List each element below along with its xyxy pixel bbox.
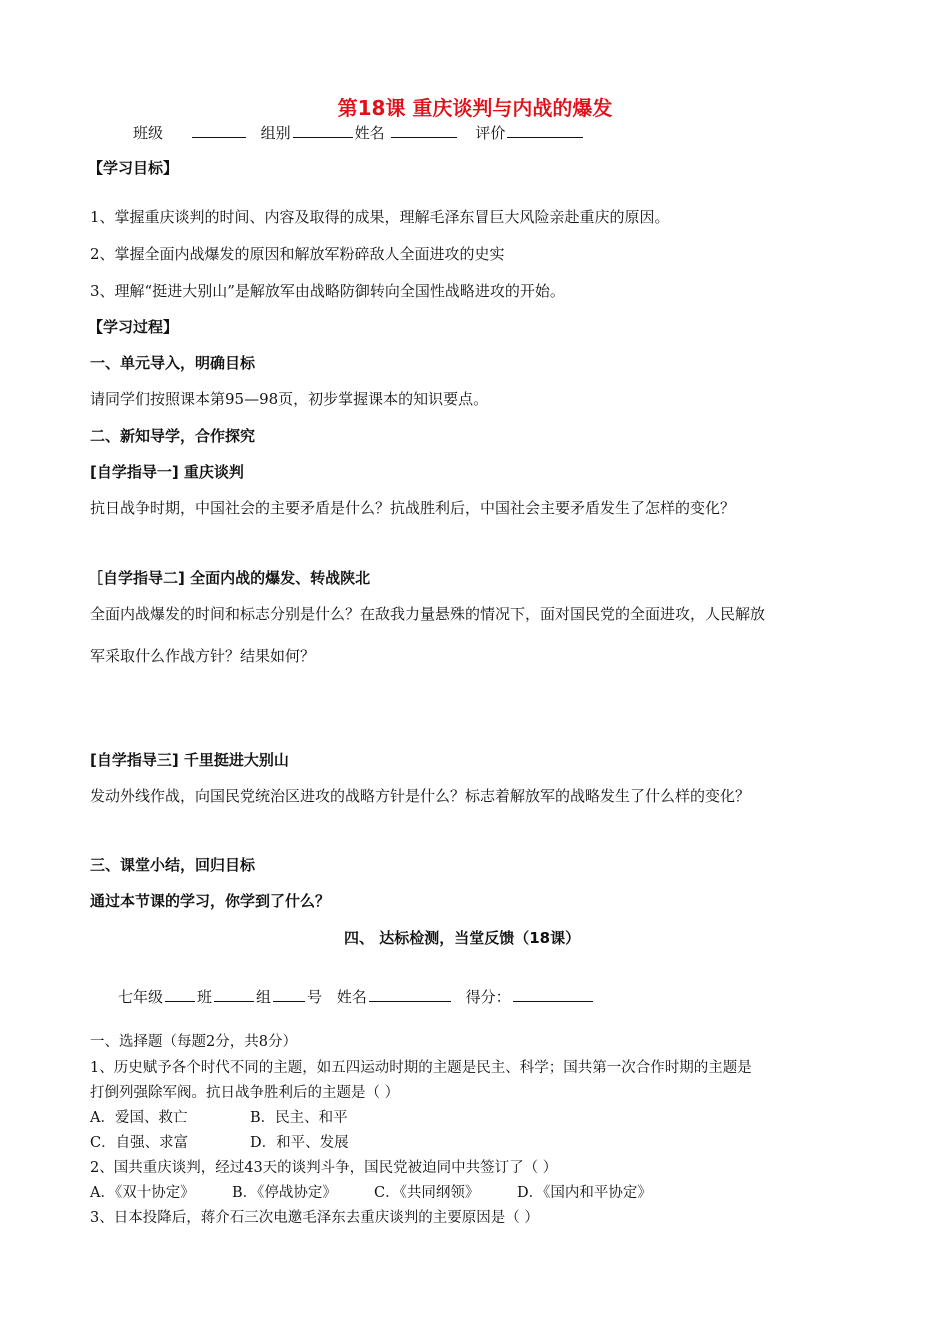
guide-1-heading: [自学指导一] 重庆谈判 [90,463,244,481]
question-2-option-d[interactable]: D．《国内和平协定》 [517,1185,652,1201]
group-blank[interactable] [293,122,353,138]
evaluation-blank[interactable] [507,122,583,138]
question-2-option-a[interactable]: A．《双十协定》 [90,1185,195,1201]
goal-item-1: 1、掌握重庆谈判的时间、内容及取得的成果，理解毛泽东冒巨大风险亲赴重庆的原因。 [90,208,670,226]
section-1-text: 请同学们按照课本第95—98页，初步掌握课本的知识要点。 [90,390,489,408]
guide-1-question: 抗日战争时期，中国社会的主要矛盾是什么？抗战胜利后，中国社会主要矛盾发生了怎样的变化？ [90,499,736,517]
test-name-label: 姓名 [336,988,367,1006]
question-1-option-d[interactable]: D．和平、发展 [250,1135,349,1151]
group-number-blank[interactable] [214,986,254,1002]
guide-3-heading: [自学指导三] 千里挺进大别山 [90,751,289,769]
test-class-label: 班 [197,988,213,1006]
question-2-option-c[interactable]: C．《共同纲领》 [374,1185,480,1201]
question-1-option-b[interactable]: B．民主、和平 [250,1110,348,1126]
test-info-line [118,986,595,1007]
question-1-line-1: 1、历史赋予各个时代不同的主题，如五四运动时期的主题是民主、科学；国共第一次合作时期的主题是 [90,1060,752,1076]
section-3-text: 通过本节课的学习，你学到了什么？ [90,892,331,910]
question-3-text: 3、日本投降后，蒋介石三次电邀毛泽东去重庆谈判的主要原因是（ ） [90,1210,539,1226]
name-label: 姓名 [354,124,385,142]
question-1-line-2: 打倒列强除军阀。抗日战争胜利后的主题是（ ） [90,1085,400,1101]
guide-2-question-line-2: 军采取什么作战方针？结果如何？ [90,647,316,665]
grade-label: 七年级 [118,988,164,1006]
score-blank[interactable] [513,986,593,1002]
seat-number-blank[interactable] [273,986,305,1002]
class-blank[interactable] [192,122,246,138]
question-1-option-a[interactable]: A．爱国、救亡 [90,1110,188,1126]
section-1-heading: 一、单元导入，明确目标 [90,354,256,372]
test-group-label: 组 [256,988,272,1006]
name-blank[interactable] [391,122,457,138]
number-label: 号 [307,988,323,1006]
process-heading: 【学习过程】 [88,318,179,336]
test-name-blank[interactable] [369,986,451,1002]
section-4-heading: 四、 达标检测，当堂反馈（18课） [344,929,581,947]
evaluation-label: 评价 [475,124,506,142]
section-3-heading: 三、课堂小结，回归目标 [90,856,256,874]
goal-item-3: 3、理解“挺进大别山”是解放军由战略防御转向全国性战略进攻的开始。 [90,282,565,300]
question-1-option-c[interactable]: C．自强、求富 [90,1135,189,1151]
class-number-blank[interactable] [165,986,195,1002]
question-2-text: 2、国共重庆谈判，经过43天的谈判斗争，国民党被迫同中共签订了（ ） [90,1160,558,1176]
section-2-heading: 二、新知导学，合作探究 [90,427,256,445]
guide-3-question: 发动外线作战，向国民党统治区进攻的战略方针是什么？标志着解放军的战略发生了什么样的变化？ [90,787,751,805]
score-label: 得分： [465,988,511,1006]
goal-item-2: 2、掌握全面内战爆发的原因和解放军粉碎敌人全面进攻的史实 [90,245,505,263]
group-label: 组别 [260,124,291,142]
page-title: 第18课 重庆谈判与内战的爆发 [337,96,613,120]
question-2-option-b[interactable]: B．《停战协定》 [232,1185,337,1201]
guide-2-heading: ［自学指导二] 全面内战的爆发、转战陕北 [88,569,371,587]
choice-heading: 一、选择题（每题2分，共8分） [90,1034,297,1050]
class-label: 班级 [133,124,164,142]
guide-2-question-line-1: 全面内战爆发的时间和标志分别是什么？在敌我力量悬殊的情况下，面对国民党的全面进攻，人民解放 [90,605,766,623]
student-info-line [133,122,585,143]
goals-heading: 【学习目标】 [88,159,179,177]
